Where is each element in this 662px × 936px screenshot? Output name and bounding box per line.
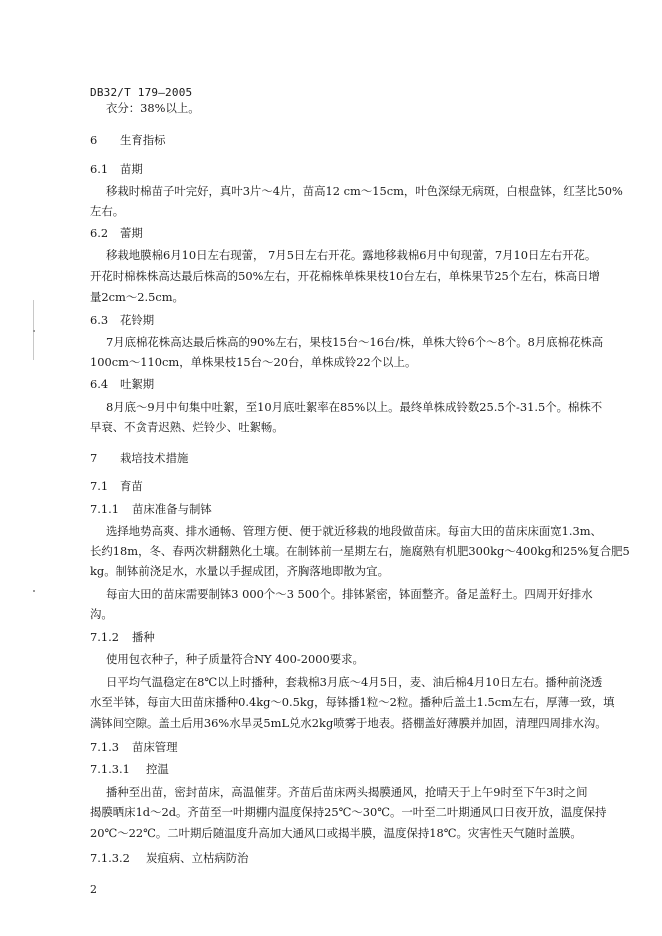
text-line: 揭膜晒床1d～2d。齐苗至一叶期棚内温度保持25℃～30℃。一叶至二叶期通风口日夜开放，温度保持 <box>90 805 607 819</box>
text-line: 20℃～22℃。二叶期后随温度升高加大通风口或揭半膜，温度保持18℃。灾害性天气随时盖膜。 <box>90 826 582 840</box>
text-line: 衣分：38%以上。 <box>106 101 200 115</box>
section-heading <box>90 502 212 516</box>
section-number: 7.1.3.2 <box>90 851 130 865</box>
section-title: 苗期 <box>120 162 143 176</box>
text-line: 每亩大田的苗床需要制钵3 000个～3 500个。排钵紧密，钵面整齐。备足盖籽土。四周开好排水 <box>106 587 593 601</box>
section-heading <box>90 133 166 147</box>
section-number: 7.1 <box>90 479 109 493</box>
section-heading <box>90 479 143 493</box>
section-number: 7 <box>90 451 98 465</box>
section-number: 6.2 <box>90 226 109 240</box>
text-line: 选择地势高爽、排水通畅、管理方便、便于就近移栽的地段做苗床。每亩大田的苗床床面宽1.3m、 <box>106 524 602 538</box>
section-heading <box>90 377 154 391</box>
text-line: 8月底～9月中旬集中吐絮，至10月底吐絮率在85%以上。最终单株成铃数25.5个-31.5个。棉株不 <box>106 400 603 414</box>
scan-speck <box>33 330 35 332</box>
section-title: 吐絮期 <box>120 377 155 391</box>
text-line: 使用包衣种子，种子质量符合NY 400-2000要求。 <box>106 652 364 666</box>
section-heading <box>90 313 154 327</box>
text-line: 满钵间空隙。盖土后用36%水旱灵5mL兑水2kg喷雾于地表。搭棚盖好薄膜并加固，清理四周排水沟。 <box>90 716 607 730</box>
section-heading <box>90 162 143 176</box>
text-line: 7月底棉花株高达最后株高的90%左右，果枝15台～16台/株，单株大铃6个～8个。8月底棉花株高 <box>106 335 604 349</box>
section-title: 蕾期 <box>120 226 143 240</box>
text-line: 早衰、不贪青迟熟、烂铃少、吐絮畅。 <box>90 420 284 434</box>
section-heading <box>90 762 169 776</box>
text-line: 移栽时棉苗子叶完好，真叶3片～4片，苗高12 cm～15cm，叶色深绿无病斑，白根盘钵，红茎比50% <box>106 184 623 198</box>
text-line: 水至半钵，每亩大田苗床播种0.4kg～0.5kg，每钵播1粒～2粒。播种后盖土1.5cm左右，厚薄一致，填 <box>90 695 615 709</box>
section-title: 控温 <box>146 762 169 776</box>
section-number: 7.1.1 <box>90 502 119 516</box>
section-title: 苗床管理 <box>132 740 178 754</box>
text-line: 播种至出苗，密封苗床，高温催芽。齐苗后苗床两头揭膜通风，抢晴天于上午9时至下午3时之间 <box>106 785 588 799</box>
document-code: DB32/T 179—2005 <box>90 86 193 99</box>
section-number: 7.1.3 <box>90 740 119 754</box>
section-title: 播种 <box>132 630 155 644</box>
section-title: 生育指标 <box>120 133 166 147</box>
text-line: 沟。 <box>90 607 113 621</box>
text-line: 量2cm～2.5cm。 <box>90 290 184 304</box>
section-number: 7.1.2 <box>90 630 119 644</box>
section-number: 7.1.3.1 <box>90 762 130 776</box>
text-line: 长约18m，冬、春两次耕翻熟化土壤。在制钵前一星期左右，施腐熟有机肥300kg～400kg和25%复合肥5 <box>90 544 630 558</box>
section-heading <box>90 851 249 865</box>
page-number: 2 <box>90 883 97 896</box>
text-line: 日平均气温稳定在8℃以上时播种，套栽棉3月底～4月5日，麦、油后棉4月10日左右。播种前浇透 <box>106 675 603 689</box>
text-line: 开花时棉株株高达最后株高的50%左右，开花棉株单株果枝10台左右，单株果节25个左右，株高日增 <box>90 269 600 283</box>
section-number: 6.3 <box>90 313 109 327</box>
text-line: 左右。 <box>90 204 125 218</box>
section-title: 育苗 <box>120 479 143 493</box>
section-heading <box>90 630 155 644</box>
section-title: 栽培技术措施 <box>120 451 189 465</box>
section-heading <box>90 740 178 754</box>
text-line: 移栽地膜棉6月10日左右现蕾， 7月5日左右开花。露地移栽棉6月中旬现蕾，7月10日左右开花。 <box>106 248 597 262</box>
section-number: 6.1 <box>90 162 109 176</box>
text-line: 100cm～110cm，单株果枝15台～20台，单株成铃22个以上。 <box>90 355 417 369</box>
section-title: 花铃期 <box>120 313 155 327</box>
text-line: kg。制钵前浇足水，水量以手握成团，齐胸落地即散为宜。 <box>90 564 389 578</box>
section-title: 苗床准备与制钵 <box>132 502 212 516</box>
section-heading <box>90 226 143 240</box>
section-number: 6.4 <box>90 377 109 391</box>
section-title: 炭疽病、立枯病防治 <box>146 851 249 865</box>
section-heading <box>90 451 188 465</box>
section-number: 6 <box>90 133 98 147</box>
scan-speck <box>33 590 35 592</box>
